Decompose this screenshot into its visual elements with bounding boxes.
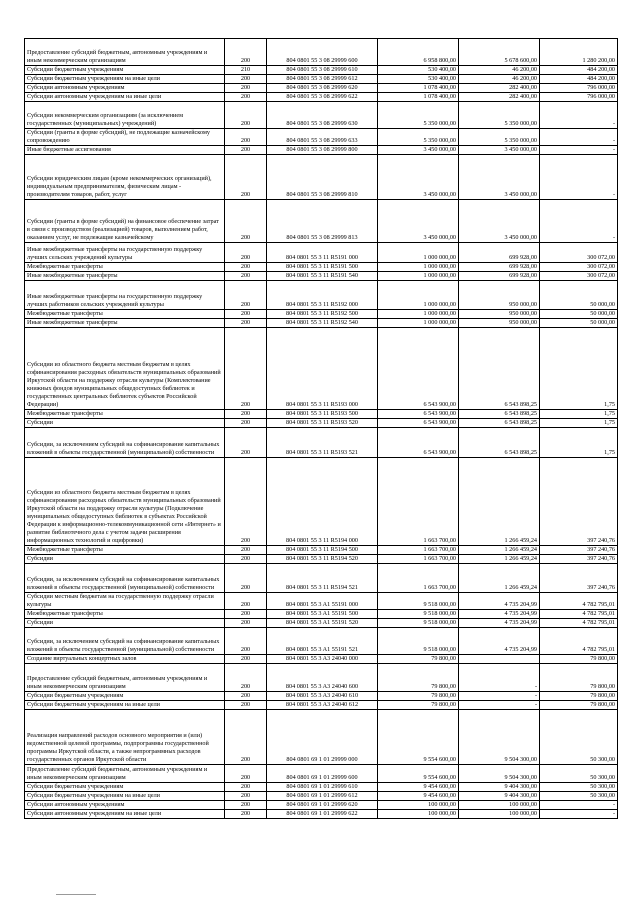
cell-kbk: 804 0801 69 1 01 29999 620: [267, 801, 378, 810]
cell-code: 200: [225, 564, 267, 593]
table-row: [25, 555, 618, 564]
cell-b: 100 000,00: [459, 810, 540, 819]
table-row: [25, 281, 618, 310]
cell-code: 200: [225, 664, 267, 692]
cell-b: -: [459, 664, 540, 692]
cell-c: -: [540, 801, 618, 810]
table-row: [25, 701, 618, 710]
cell-name: Субсидии, за исключением субсидий на софинансирование капитальных вложений в объекты государственной (муниципальной) собственности: [25, 628, 225, 655]
cell-kbk: 804 0801 55 3 A3 24040 610: [267, 692, 378, 701]
cell-name: Субсидии: [25, 419, 225, 428]
cell-kbk: 804 0801 55 3 11 R5193 521: [267, 428, 378, 458]
cell-a: 9 454 600,00: [378, 792, 459, 801]
cell-a: 1 000 000,00: [378, 319, 459, 328]
cell-b: 9 404 300,00: [459, 783, 540, 792]
cell-name: Реализация направлений расходов основного мероприятия и (или) ведомственной целевой программы, подпрограммы государственной программы Иркутской области, а также непрограммных расходов государственных органов Иркутской области: [25, 710, 225, 765]
cell-c: 484 200,00: [540, 66, 618, 75]
cell-a: 9 554 600,00: [378, 765, 459, 783]
cell-c: 4 782 795,01: [540, 610, 618, 619]
cell-kbk: 804 0801 55 3 A3 24040 000: [267, 655, 378, 664]
cell-kbk: 804 0801 55 3 08 29999 813: [267, 200, 378, 243]
cell-b: 5 350 000,00: [459, 102, 540, 129]
cell-kbk: 804 0801 55 3 08 29999 800: [267, 146, 378, 155]
cell-kbk: 804 0801 55 3 A1 55191 000: [267, 593, 378, 610]
table-body: [25, 39, 618, 819]
cell-kbk: 804 0801 55 3 11 R5191 540: [267, 272, 378, 281]
cell-code: 200: [225, 655, 267, 664]
cell-code: 200: [225, 610, 267, 619]
cell-a: 530 400,00: [378, 75, 459, 84]
cell-code: 200: [225, 701, 267, 710]
table-row: [25, 655, 618, 664]
cell-c: -: [540, 155, 618, 200]
cell-b: 3 450 000,00: [459, 155, 540, 200]
cell-code: 200: [225, 84, 267, 93]
cell-b: 950 000,00: [459, 310, 540, 319]
cell-code: 200: [225, 810, 267, 819]
cell-b: -: [459, 692, 540, 701]
cell-a: 3 450 000,00: [378, 146, 459, 155]
cell-kbk: 804 0801 55 3 08 29999 610: [267, 66, 378, 75]
table-row: [25, 102, 618, 129]
cell-code: 200: [225, 129, 267, 146]
table-row: [25, 155, 618, 200]
cell-b: 1 266 459,24: [459, 458, 540, 546]
table-row: [25, 200, 618, 243]
cell-code: 200: [225, 328, 267, 410]
cell-name: Субсидии: [25, 619, 225, 628]
cell-a: 6 543 900,00: [378, 419, 459, 428]
cell-a: 1 663 700,00: [378, 546, 459, 555]
cell-code: 200: [225, 419, 267, 428]
cell-a: 3 450 000,00: [378, 155, 459, 200]
cell-c: 300 072,00: [540, 263, 618, 272]
cell-kbk: 804 0801 55 3 11 R5192 000: [267, 281, 378, 310]
cell-code: 200: [225, 310, 267, 319]
cell-c: 397 240,76: [540, 555, 618, 564]
cell-kbk: 804 0801 55 3 08 29999 600: [267, 39, 378, 66]
cell-name: Субсидии автономным учреждениям: [25, 801, 225, 810]
table-row: [25, 458, 618, 546]
cell-a: 1 078 400,00: [378, 84, 459, 93]
table-row: [25, 710, 618, 765]
cell-name: Иные межбюджетные трансферты на государственную поддержку лучших работников сельских учреждений культуры: [25, 281, 225, 310]
table-row: [25, 310, 618, 319]
cell-kbk: 804 0801 55 3 A1 55191 520: [267, 619, 378, 628]
cell-code: 200: [225, 155, 267, 200]
table-row: [25, 263, 618, 272]
cell-b: 9 504 300,00: [459, 710, 540, 765]
cell-c: -: [540, 102, 618, 129]
cell-c: 4 782 795,01: [540, 593, 618, 610]
budget-execution-table: [24, 38, 618, 819]
table-row: [25, 419, 618, 428]
cell-name: Субсидии бюджетным учреждениям на иные цели: [25, 701, 225, 710]
cell-a: 100 000,00: [378, 801, 459, 810]
table-row: [25, 129, 618, 146]
cell-a: 9 554 600,00: [378, 710, 459, 765]
cell-b: 1 266 459,24: [459, 546, 540, 555]
cell-b: 282 400,00: [459, 84, 540, 93]
budget-table-sheet: [24, 38, 617, 819]
cell-name: Субсидии бюджетным учреждениям на иные цели: [25, 75, 225, 84]
cell-code: 200: [225, 319, 267, 328]
cell-name: Субсидии автономным учреждениям на иные цели: [25, 93, 225, 102]
cell-code: 200: [225, 710, 267, 765]
table-row: [25, 783, 618, 792]
cell-name: Субсидии (гранты в форме субсидий) на финансовое обеспечение затрат в связи с производством (реализацией) товаров, выполнением работ, оказанием услуг, не подлежащие казначейскому: [25, 200, 225, 243]
cell-name: Субсидии местным бюджетам на государственную поддержку отрасли культуры: [25, 593, 225, 610]
cell-name: Межбюджетные трансферты: [25, 546, 225, 555]
table-row: [25, 75, 618, 84]
table-row: [25, 664, 618, 692]
cell-code: 210: [225, 66, 267, 75]
cell-a: 79 800,00: [378, 692, 459, 701]
cell-a: 6 543 900,00: [378, 428, 459, 458]
cell-name: Субсидии, за исключением субсидий на софинансирование капитальных вложений в объекты государственной (муниципальной) собственности: [25, 564, 225, 593]
cell-name: Предоставление субсидий бюджетным, автономным учреждениям и иным некоммерческим организациям: [25, 39, 225, 66]
cell-code: 200: [225, 263, 267, 272]
cell-c: 300 072,00: [540, 272, 618, 281]
cell-a: 9 518 000,00: [378, 628, 459, 655]
cell-code: 200: [225, 458, 267, 546]
cell-name: Субсидии бюджетным учреждениям на иные цели: [25, 792, 225, 801]
cell-kbk: 804 0801 55 3 11 R5193 000: [267, 328, 378, 410]
cell-a: 9 518 000,00: [378, 610, 459, 619]
table-row: [25, 765, 618, 783]
cell-code: 200: [225, 281, 267, 310]
cell-kbk: 804 0801 55 3 11 R5192 540: [267, 319, 378, 328]
cell-code: 200: [225, 692, 267, 701]
cell-c: 1 280 200,00: [540, 39, 618, 66]
cell-b: 3 450 000,00: [459, 146, 540, 155]
cell-c: 79 800,00: [540, 655, 618, 664]
cell-name: Межбюджетные трансферты: [25, 610, 225, 619]
cell-a: 79 800,00: [378, 664, 459, 692]
table-row: [25, 792, 618, 801]
cell-name: Иные бюджетные ассигнования: [25, 146, 225, 155]
cell-c: 50 000,00: [540, 319, 618, 328]
cell-kbk: 804 0801 55 3 11 R5194 000: [267, 458, 378, 546]
cell-b: 950 000,00: [459, 319, 540, 328]
cell-code: 200: [225, 783, 267, 792]
cell-kbk: 804 0801 55 3 11 R5194 521: [267, 564, 378, 593]
table-row: [25, 272, 618, 281]
cell-name: Субсидии, за исключением субсидий на софинансирование капитальных вложений в объекты государственной (муниципальной) собственности: [25, 428, 225, 458]
cell-code: 200: [225, 428, 267, 458]
cell-kbk: 804 0801 55 3 08 29999 630: [267, 102, 378, 129]
cell-name: Субсидии автономным учреждениям: [25, 84, 225, 93]
cell-c: 484 200,00: [540, 75, 618, 84]
cell-a: 6 543 900,00: [378, 410, 459, 419]
cell-name: Предоставление субсидий бюджетным, автономным учреждениям и иным некоммерческим организациям: [25, 765, 225, 783]
cell-kbk: 804 0801 69 1 01 29999 000: [267, 710, 378, 765]
cell-kbk: 804 0801 55 3 A3 24040 612: [267, 701, 378, 710]
cell-b: 4 735 204,99: [459, 628, 540, 655]
cell-a: 1 663 700,00: [378, 458, 459, 546]
cell-c: 79 800,00: [540, 664, 618, 692]
cell-b: 1 266 459,24: [459, 564, 540, 593]
cell-kbk: 804 0801 55 3 A1 55191 500: [267, 610, 378, 619]
table-row: [25, 39, 618, 66]
table-row: [25, 428, 618, 458]
cell-c: 50 300,00: [540, 710, 618, 765]
cell-code: 200: [225, 75, 267, 84]
cell-c: 397 240,76: [540, 546, 618, 555]
cell-a: 1 000 000,00: [378, 272, 459, 281]
cell-c: 79 800,00: [540, 701, 618, 710]
cell-c: 50 000,00: [540, 281, 618, 310]
table-row: [25, 692, 618, 701]
cell-b: [459, 655, 540, 664]
cell-kbk: 804 0801 69 1 01 29999 622: [267, 810, 378, 819]
cell-code: 200: [225, 146, 267, 155]
cell-name: Субсидии некоммерческим организациям (за исключением государственных (муниципальных) учреждений): [25, 102, 225, 129]
cell-a: 1 000 000,00: [378, 243, 459, 263]
cell-b: 5 350 000,00: [459, 129, 540, 146]
cell-name: Иные межбюджетные трансферты: [25, 319, 225, 328]
cell-b: 282 400,00: [459, 93, 540, 102]
cell-a: 1 000 000,00: [378, 310, 459, 319]
table-row: [25, 801, 618, 810]
cell-kbk: 804 0801 55 3 08 29999 620: [267, 84, 378, 93]
cell-code: 200: [225, 619, 267, 628]
cell-c: 50 300,00: [540, 783, 618, 792]
cell-name: Создание виртуальных концертных залов: [25, 655, 225, 664]
cell-name: Иные межбюджетные трансферты на государственную поддержку лучших сельских учреждений культуры: [25, 243, 225, 263]
cell-b: 699 928,00: [459, 243, 540, 263]
table-row: [25, 84, 618, 93]
cell-b: 4 735 204,99: [459, 619, 540, 628]
cell-b: 9 404 300,00: [459, 792, 540, 801]
cell-a: 100 000,00: [378, 810, 459, 819]
cell-kbk: 804 0801 69 1 01 29999 600: [267, 765, 378, 783]
table-row: [25, 619, 618, 628]
cell-b: 6 543 898,25: [459, 410, 540, 419]
cell-b: 6 543 898,25: [459, 428, 540, 458]
cell-a: 1 078 400,00: [378, 93, 459, 102]
cell-c: 79 800,00: [540, 692, 618, 701]
cell-kbk: 804 0801 55 3 08 29999 622: [267, 93, 378, 102]
table-row: [25, 610, 618, 619]
cell-c: 796 000,00: [540, 93, 618, 102]
table-row: [25, 328, 618, 410]
cell-a: 9 518 000,00: [378, 593, 459, 610]
cell-a: 1 663 700,00: [378, 555, 459, 564]
cell-a: 9 518 000,00: [378, 619, 459, 628]
cell-b: 6 543 898,25: [459, 419, 540, 428]
table-row: [25, 546, 618, 555]
cell-name: Субсидии автономным учреждениям на иные цели: [25, 810, 225, 819]
cell-code: 200: [225, 765, 267, 783]
cell-name: Иные межбюджетные трансферты: [25, 272, 225, 281]
cell-a: 9 454 600,00: [378, 783, 459, 792]
cell-a: 530 400,00: [378, 66, 459, 75]
cell-name: Предоставление субсидий бюджетным, автономным учреждениям и иным некоммерческим организациям: [25, 664, 225, 692]
cell-kbk: 804 0801 55 3 A3 24040 600: [267, 664, 378, 692]
cell-a: 79 800,00: [378, 655, 459, 664]
cell-c: 1,75: [540, 328, 618, 410]
cell-b: 699 928,00: [459, 272, 540, 281]
cell-name: Субсидии из областного бюджета местным бюджетам в целях софинансирования расходных обязательств муниципальных образований Иркутской области на поддержку отрасли культуры (Комплектование книжных фондов муниципальных общедоступных библиотек и государственных центральных библиотек субъектов Российской Федерации): [25, 328, 225, 410]
table-row: [25, 410, 618, 419]
cell-b: 46 200,00: [459, 75, 540, 84]
cell-c: 397 240,76: [540, 564, 618, 593]
cell-kbk: 804 0801 55 3 11 R5193 520: [267, 419, 378, 428]
cell-name: Субсидии бюджетным учреждениям: [25, 66, 225, 75]
cell-c: -: [540, 810, 618, 819]
cell-kbk: 804 0801 69 1 01 29999 612: [267, 792, 378, 801]
cell-code: 200: [225, 243, 267, 263]
cell-code: 200: [225, 200, 267, 243]
cell-a: 1 000 000,00: [378, 263, 459, 272]
cell-kbk: 804 0801 55 3 11 R5194 520: [267, 555, 378, 564]
table-row: [25, 146, 618, 155]
table-row: [25, 93, 618, 102]
table-row: [25, 810, 618, 819]
cell-code: 200: [225, 93, 267, 102]
cell-code: 200: [225, 792, 267, 801]
cell-a: 6 958 800,00: [378, 39, 459, 66]
cell-c: 1,75: [540, 428, 618, 458]
cell-name: Субсидии: [25, 555, 225, 564]
cell-c: 1,75: [540, 419, 618, 428]
cell-b: 699 928,00: [459, 263, 540, 272]
cell-c: -: [540, 129, 618, 146]
cell-b: 3 450 000,00: [459, 200, 540, 243]
cell-code: 200: [225, 546, 267, 555]
cell-kbk: 804 0801 55 3 11 R5192 500: [267, 310, 378, 319]
table-row: [25, 319, 618, 328]
cell-kbk: 804 0801 55 3 08 29999 612: [267, 75, 378, 84]
cell-code: 200: [225, 102, 267, 129]
cell-code: 200: [225, 39, 267, 66]
cell-c: 50 000,00: [540, 310, 618, 319]
cell-a: 6 543 900,00: [378, 328, 459, 410]
cell-b: -: [459, 701, 540, 710]
cell-c: 796 000,00: [540, 84, 618, 93]
cell-code: 200: [225, 628, 267, 655]
cell-code: 200: [225, 801, 267, 810]
cell-c: 50 300,00: [540, 792, 618, 801]
cell-c: 397 240,76: [540, 458, 618, 546]
cell-code: 200: [225, 555, 267, 564]
cell-code: 200: [225, 593, 267, 610]
cell-b: 6 543 898,25: [459, 328, 540, 410]
footer-rule: [56, 894, 96, 895]
cell-name: Межбюджетные трансферты: [25, 410, 225, 419]
cell-name: Субсидии юридическим лицам (кроме некоммерческих организаций), индивидуальным предпринимателям, физическим лицам - производителям товаров, работ, услуг: [25, 155, 225, 200]
cell-c: -: [540, 146, 618, 155]
cell-c: 4 782 795,01: [540, 619, 618, 628]
cell-b: 4 735 204,99: [459, 610, 540, 619]
cell-name: Субсидии (гранты в форме субсидий), не подлежащие казначейскому сопровождению: [25, 129, 225, 146]
cell-kbk: 804 0801 55 3 08 29999 633: [267, 129, 378, 146]
cell-kbk: 804 0801 55 3 11 R5193 500: [267, 410, 378, 419]
cell-kbk: 804 0801 55 3 11 R5194 500: [267, 546, 378, 555]
cell-name: Субсидии бюджетным учреждениям: [25, 692, 225, 701]
cell-a: 1 663 700,00: [378, 564, 459, 593]
cell-kbk: 804 0801 55 3 08 29999 810: [267, 155, 378, 200]
cell-a: 1 000 000,00: [378, 281, 459, 310]
table-row: [25, 564, 618, 593]
cell-kbk: 804 0801 55 3 A1 55191 521: [267, 628, 378, 655]
table-row: [25, 628, 618, 655]
cell-b: 950 000,00: [459, 281, 540, 310]
cell-b: 4 735 204,99: [459, 593, 540, 610]
cell-b: 9 504 300,00: [459, 765, 540, 783]
cell-code: 200: [225, 272, 267, 281]
cell-name: Межбюджетные трансферты: [25, 310, 225, 319]
cell-kbk: 804 0801 69 1 01 29999 610: [267, 783, 378, 792]
cell-c: 300 072,00: [540, 243, 618, 263]
cell-a: 79 800,00: [378, 701, 459, 710]
cell-b: 46 200,00: [459, 66, 540, 75]
cell-name: Межбюджетные трансферты: [25, 263, 225, 272]
cell-name: Субсидии из областного бюджета местным бюджетам в целях софинансирования расходных обязательств муниципальных образований Иркутской области на поддержку отрасли культуры (Подключение муниципальных общедоступных библиотек в субъектах Российской Федерации к информационно-телекоммуникационной сети «Интернет» и развитие библиотечного дела с учетом задачи расширения информационных технологий и оцифровки): [25, 458, 225, 546]
cell-kbk: 804 0801 55 3 11 R5191 000: [267, 243, 378, 263]
cell-c: 1,75: [540, 410, 618, 419]
cell-c: 4 782 795,01: [540, 628, 618, 655]
cell-b: 100 000,00: [459, 801, 540, 810]
cell-kbk: 804 0801 55 3 11 R5191 500: [267, 263, 378, 272]
cell-b: 1 266 459,24: [459, 555, 540, 564]
cell-c: -: [540, 200, 618, 243]
table-row: [25, 66, 618, 75]
cell-a: 3 450 000,00: [378, 200, 459, 243]
cell-a: 5 350 000,00: [378, 129, 459, 146]
table-row: [25, 593, 618, 610]
cell-b: 5 678 600,00: [459, 39, 540, 66]
cell-name: Субсидии бюджетным учреждениям: [25, 783, 225, 792]
cell-code: 200: [225, 410, 267, 419]
table-row: [25, 243, 618, 263]
cell-a: 5 350 000,00: [378, 102, 459, 129]
cell-c: 50 300,00: [540, 765, 618, 783]
